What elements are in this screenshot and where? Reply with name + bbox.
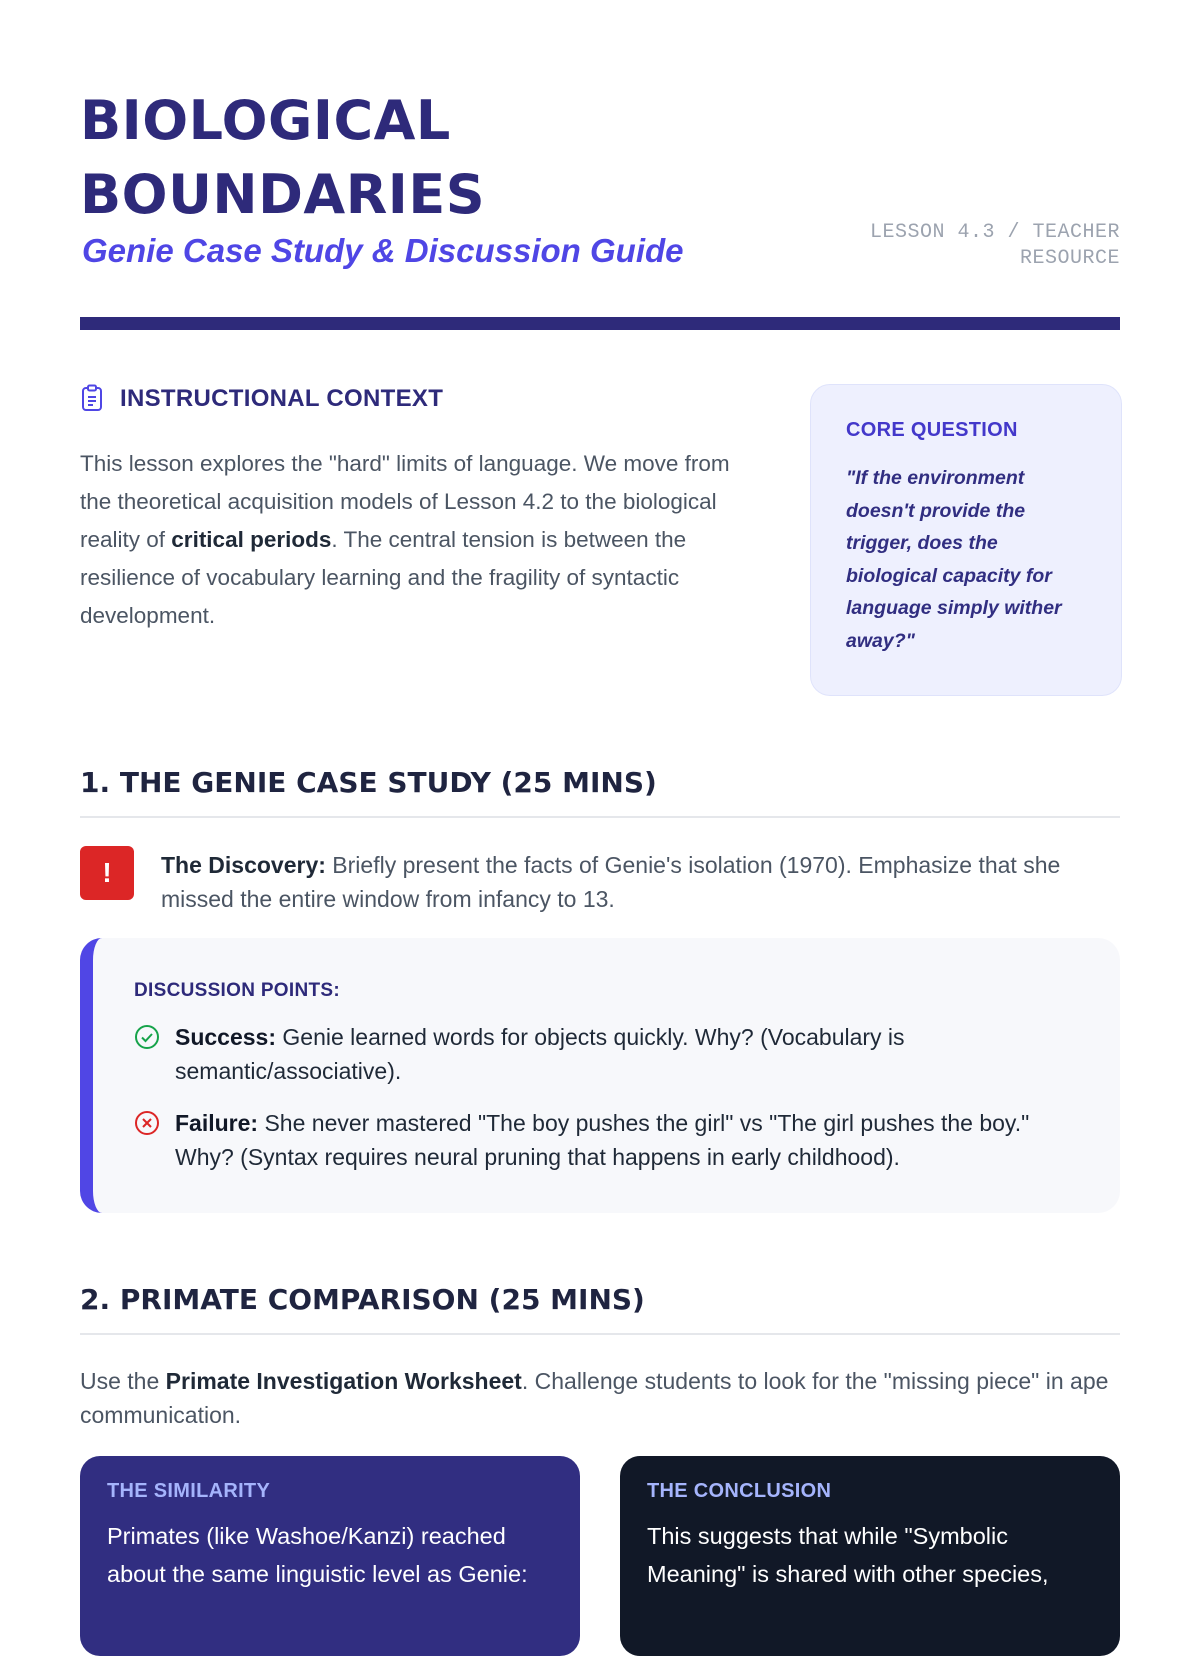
conclusion-text: This suggests that while "Symbolic Meaning" is shared with other species, <box>647 1523 1049 1587</box>
header-divider <box>80 317 1120 330</box>
discovery-body: Briefly present the facts of Genie's isolation (1970). Emphasize that she missed the entire window from infancy to 13. <box>161 852 1061 912</box>
check-circle-icon <box>134 1024 160 1050</box>
section-2-heading: 2. PRIMATE COMPARISON (25 MINS) <box>80 1283 645 1316</box>
primate-intro-text-2: . Challenge students to look for the "missing piece" in ape communication. <box>80 1368 1109 1428</box>
page-subtitle: Genie Case Study & Discussion Guide <box>82 232 684 269</box>
failure-text: She never mastered "The boy pushes the girl" vs "The girl pushes the boy." Why? (Syntax requires neural pruning that happens in early childhood). <box>175 1110 1030 1170</box>
failure-label: Failure: <box>175 1110 259 1136</box>
core-question-card <box>810 384 1122 696</box>
context-heading <box>80 384 443 414</box>
similarity-text: Primates (like Washoe/Kanzi) reached about the same linguistic level as Genie: <box>107 1523 528 1587</box>
discussion-label: DISCUSSION POINTS: <box>134 980 340 1001</box>
success-text: Genie learned words for objects quickly. Why? (Vocabulary is semantic/associative). <box>175 1024 905 1084</box>
discussion-card <box>80 938 1120 1213</box>
worksheet-name: Primate Investigation Worksheet <box>165 1368 522 1394</box>
primate-intro-text-1: Use the <box>80 1368 166 1394</box>
similarity-label: THE SIMILARITY <box>107 1480 271 1502</box>
lesson-tag <box>840 220 1120 272</box>
section-1-divider <box>80 816 1120 818</box>
similarity-card <box>80 1456 580 1656</box>
section-1-heading: 1. THE GENIE CASE STUDY (25 MINS) <box>80 766 657 799</box>
discovery-text <box>161 848 1121 916</box>
section-2-divider <box>80 1333 1120 1335</box>
success-label: Success: <box>175 1024 277 1050</box>
discussion-point-success <box>134 1020 1080 1088</box>
lesson-tag-line-1: LESSON 4.3 / TEACHER <box>869 221 1120 244</box>
context-body-text-1: This lesson explores the "hard" limits of language. We move from the theoretical acquisition models of Lesson 4.2 to the biological reality of <box>80 451 730 552</box>
context-body-text-2: . The central tension is between the resilience of vocabulary learning and the fragility of syntactic development. <box>80 527 687 628</box>
page-title <box>80 84 485 232</box>
core-question-label: CORE QUESTION <box>846 419 1018 441</box>
clipboard-icon <box>80 384 106 414</box>
context-heading-label: INSTRUCTIONAL CONTEXT <box>120 385 444 412</box>
lesson-tag-line-2: RESOURCE <box>1019 247 1120 270</box>
alert-icon: ! <box>80 846 134 900</box>
x-circle-icon <box>134 1110 160 1136</box>
title-line-2: BOUNDARIES <box>80 163 486 226</box>
title-line-1: BIOLOGICAL <box>80 89 451 152</box>
context-body <box>80 445 760 635</box>
discovery-label: The Discovery: <box>161 852 326 878</box>
conclusion-card <box>620 1456 1120 1656</box>
conclusion-label: THE CONCLUSION <box>647 1480 832 1502</box>
context-body-bold: critical periods <box>171 527 332 552</box>
primate-intro <box>80 1364 1130 1432</box>
discussion-point-failure <box>134 1106 1080 1174</box>
core-question-quote: "If the environment doesn't provide the trigger, does the biological capacity for language simply wither away?" <box>846 467 1062 652</box>
